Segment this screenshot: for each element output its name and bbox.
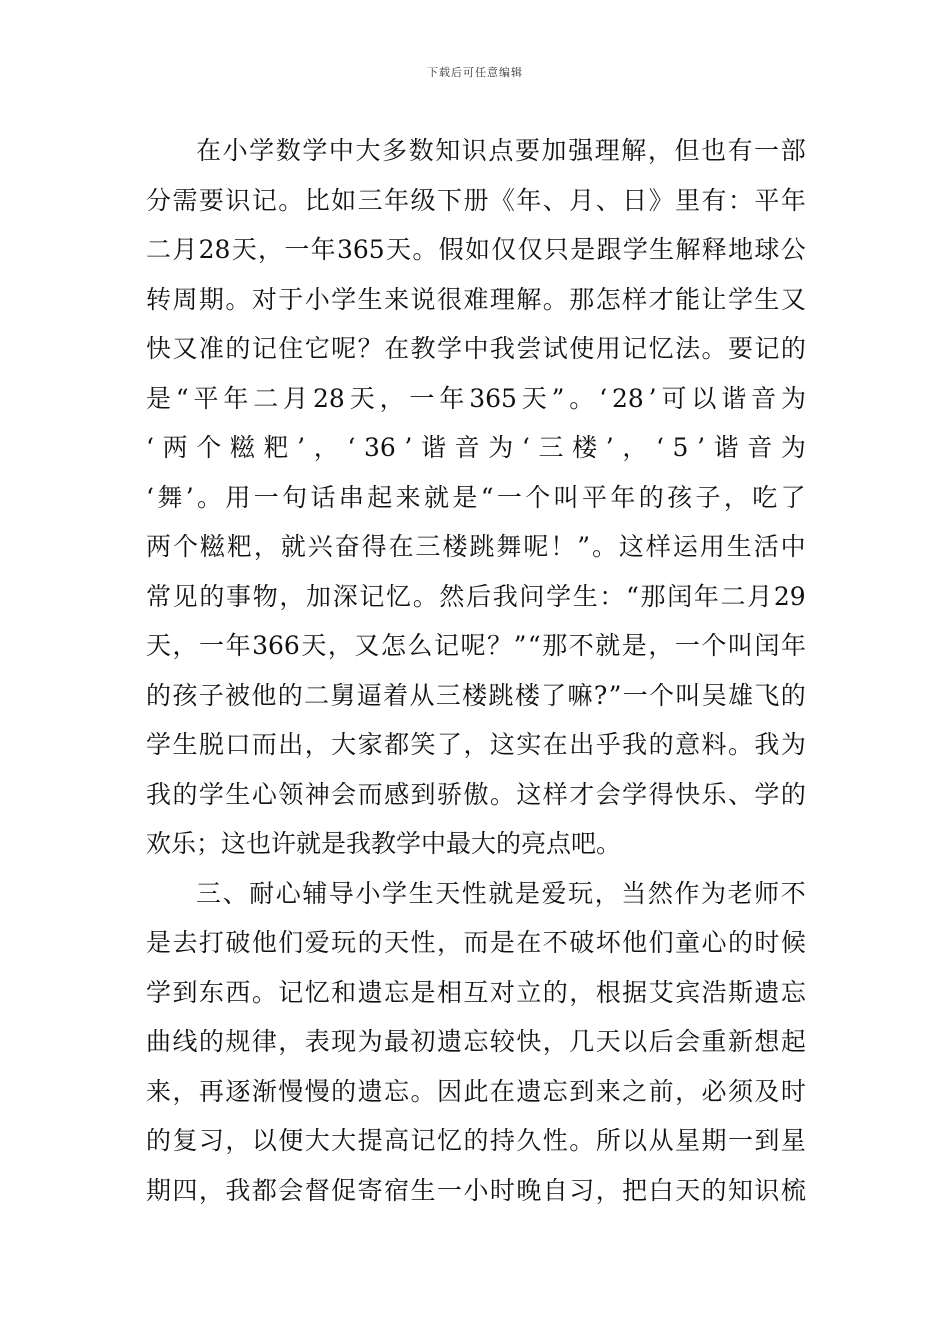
text-line: 欢乐；这也许就是我教学中最大的亮点吧。 xyxy=(146,829,622,858)
text-line: 是 “ 平 年 二 月 28 天 ， 一 年 365 天 ” 。 ‘ 28 ’ 可 以 谐 音 为 xyxy=(146,383,806,413)
body-text xyxy=(146,126,806,1215)
text-line: 学 生 脱 口 而 出 ， 大 家 都 笑 了 ， 这 实 在 出 乎 我 的 意 料 。 我 为 xyxy=(146,730,806,759)
text-line: 常 见 的 事 物 ， 加 深 记 忆 。 然 后 我 问 学 生 ： “ 那 闰 年 二 月 29 xyxy=(146,581,806,611)
text-line: 期 四 ， 我 都 会 督 促 寄 宿 生 一 小 时 晚 自 习 ， 把 白 天 的 知 识 梳 xyxy=(146,1175,806,1205)
text-line: 我 的 学 生 心 领 神 会 而 感 到 骄 傲 。 这 样 才 会 学 得 快 乐 、 学 的 xyxy=(146,779,806,809)
text-line: 在 小 学 数 学 中 大 多 数 知 识 点 要 加 强 理 解 ， 但 也 有 一 部 xyxy=(196,136,806,165)
text-line: 转 周 期 。 对 于 小 学 生 来 说 很 难 理 解 。 那 怎 样 才 能 让 学 生 又 xyxy=(146,284,806,314)
text-line: 曲 线 的 规 律 ， 表 现 为 最 初 遗 忘 较 快 ， 几 天 以 后 会 重 新 想 起 xyxy=(146,1027,806,1056)
text-line: 分 需 要 识 记 。 比 如 三 年 级 下 册 《 年 、 月 、 日 》 里 有 ： 平 年 xyxy=(146,185,806,215)
text-line: 来 ， 再 逐 渐 慢 慢 的 遗 忘 。 因 此 在 遗 忘 到 来 之 前 ， 必 须 及 时 xyxy=(146,1076,806,1106)
text-line: 快 又 准 的 记 住 它 呢 ？ 在 教 学 中 我 尝 试 使 用 记 忆 法 。 要 记 的 xyxy=(146,334,806,363)
text-line: 天 ， 一 年 366 天 ， 又 怎 么 记 呢 ？ ” “ 那 不 就 是 ， 一 个 叫 闰 年 xyxy=(146,631,806,660)
text-line: 两 个 糍 粑 ， 就 兴 奋 得 在 三 楼 跳 舞 呢 ！ ” 。 这 样 运 用 生 活 中 xyxy=(146,532,806,561)
text-line: ‘ 两 个 糍 粑 ’ ， ‘ 36 ’ 谐 音 为 ‘ 三 楼 ’ ， ‘ 5 ’ 谐 音 为 xyxy=(146,433,806,462)
text-line: 的 复 习 ， 以 便 大 大 提 高 记 忆 的 持 久 性 。 所 以 从 星 期 一 到 星 xyxy=(146,1126,806,1155)
text-line: ‘ 舞 ’ 。 用 一 句 话 串 起 来 就 是 “ 一 个 叫 平 年 的 孩 子 ， 吃 了 xyxy=(146,482,806,512)
text-line: 是 去 打 破 他 们 爱 玩 的 天 性 ， 而 是 在 不 破 坏 他 们 童 心 的 时 候 xyxy=(146,928,806,957)
text-line: 二 月 28 天 ， 一 年 365 天 。 假 如 仅 仅 只 是 跟 学 生 解 释 地 球 公 xyxy=(146,235,806,264)
text-line: 学 到 东 西 。 记 忆 和 遗 忘 是 相 互 对 立 的 ， 根 据 艾 宾 浩 斯 遗 忘 xyxy=(146,977,806,1007)
page-header: 下载后可任意编辑 xyxy=(427,66,523,79)
text-line: 的 孩 子 被 他 的 二 舅 逼 着 从 三 楼 跳 楼 了 嘛 ? ” 一 个 叫 吴 雄 飞 的 xyxy=(146,680,806,710)
text-line: 三 、 耐 心 辅 导 小 学 生 天 性 就 是 爱 玩 ， 当 然 作 为 老 师 不 xyxy=(196,878,806,908)
